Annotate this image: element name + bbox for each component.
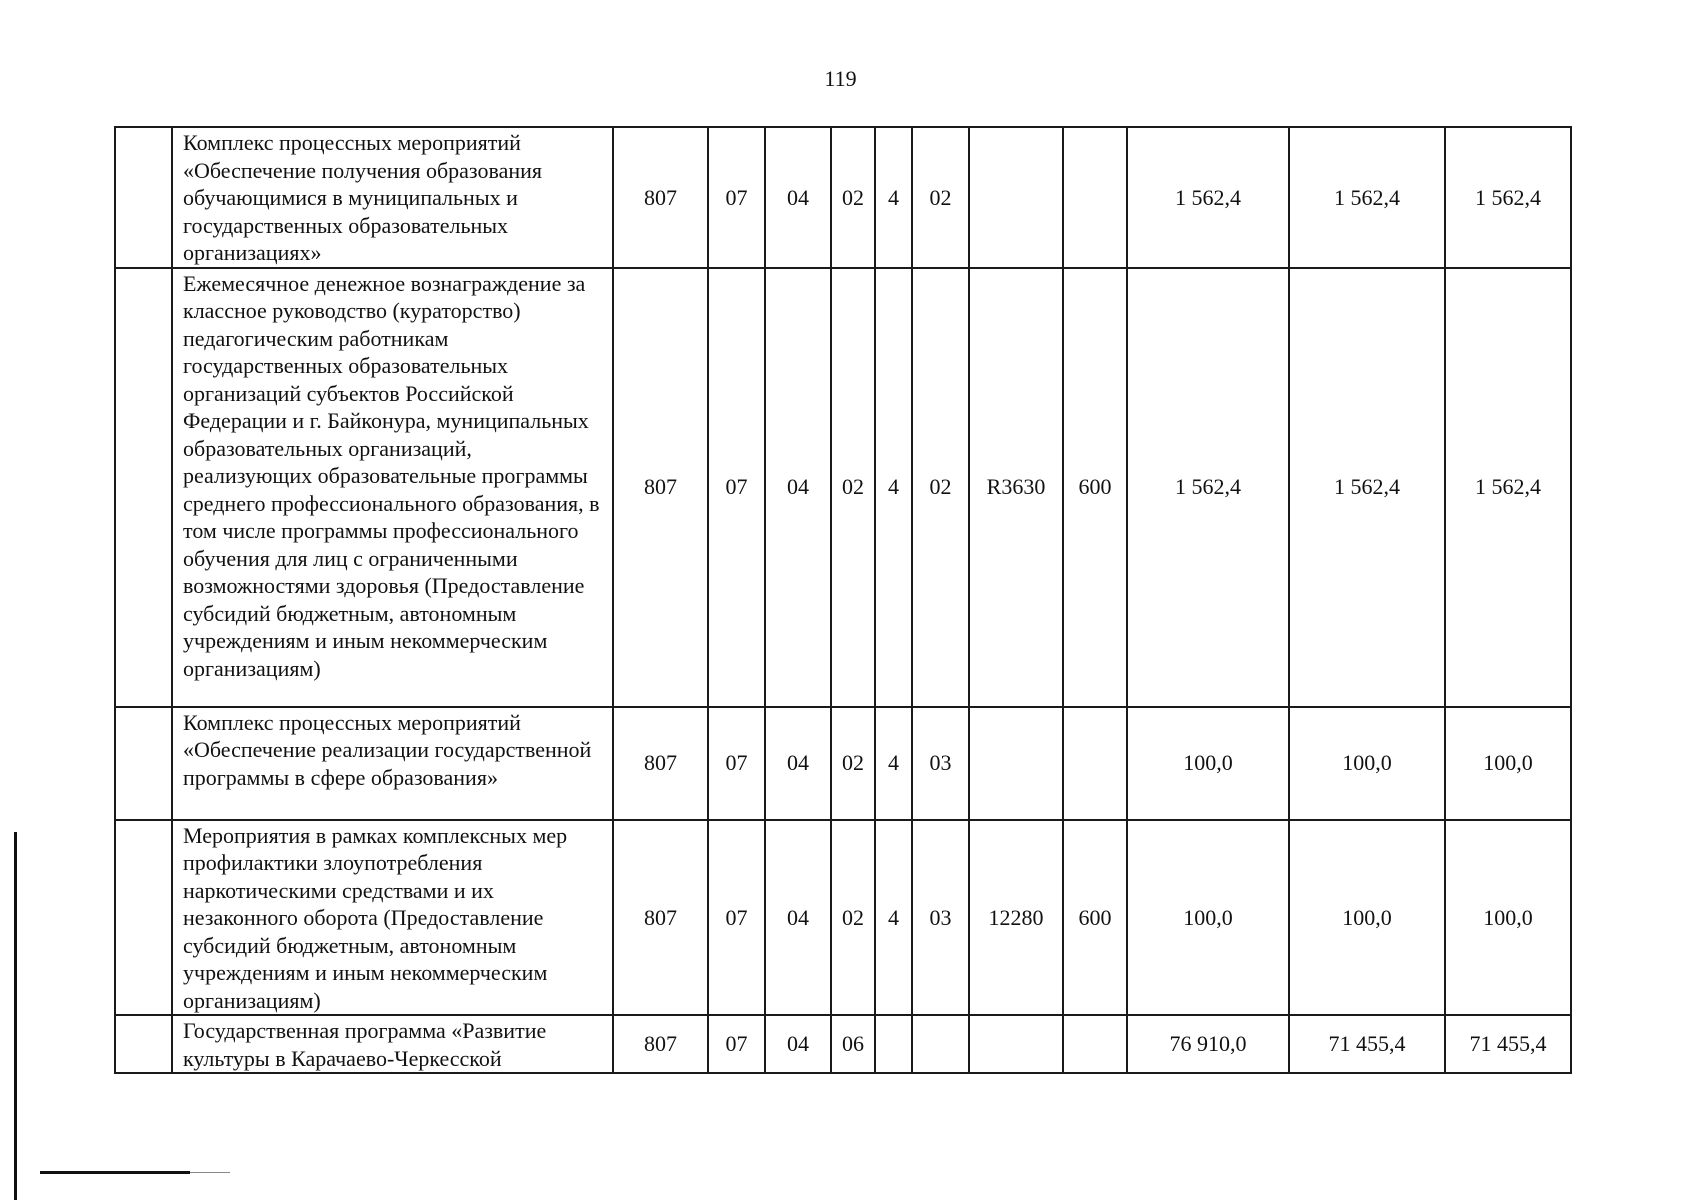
subprogram-code-cell: [912, 1015, 969, 1073]
amount-year-3-cell: 100,0: [1445, 707, 1571, 820]
subsection-code-cell: 04: [765, 820, 831, 1016]
amount-year-2-cell: 1 562,4: [1289, 127, 1445, 268]
subsection-code-cell: 04: [765, 268, 831, 707]
page-number: 119: [824, 66, 857, 91]
type-code-cell: 4: [875, 820, 912, 1016]
amount-year-1-cell: 76 910,0: [1127, 1015, 1289, 1073]
table-row: [115, 820, 1571, 1016]
ministry-code-cell: 807: [613, 707, 708, 820]
amount-year-1-cell: 100,0: [1127, 820, 1289, 1016]
amount-year-1-cell: 1 562,4: [1127, 127, 1289, 268]
amount-year-3-cell: 1 562,4: [1445, 268, 1571, 707]
subprogram-code-cell: 03: [912, 820, 969, 1016]
amount-year-2-cell: 1 562,4: [1289, 268, 1445, 707]
subsection-code-cell: 04: [765, 1015, 831, 1073]
table-row: [115, 127, 1571, 268]
type-code-cell: [875, 1015, 912, 1073]
expense-type-cell: 600: [1063, 268, 1127, 707]
direction-code-cell: 12280: [969, 820, 1063, 1016]
binding-margin-line-vertical: [14, 832, 17, 1200]
expense-type-cell: 600: [1063, 820, 1127, 1016]
type-code-cell: 4: [875, 127, 912, 268]
subsection-code-cell: 04: [765, 127, 831, 268]
amount-year-3-cell: 71 455,4: [1445, 1015, 1571, 1073]
description-cell: Государственная программа «Развитие культуры в Карачаево-Черкесской: [172, 1015, 613, 1073]
expense-type-cell: [1063, 1015, 1127, 1073]
expense-type-cell: [1063, 707, 1127, 820]
section-code-cell: 07: [708, 127, 765, 268]
section-code-cell: 07: [708, 820, 765, 1016]
program-code-cell: 02: [831, 127, 875, 268]
subprogram-code-cell: 02: [912, 127, 969, 268]
table-row: [115, 707, 1571, 820]
program-code-cell: 06: [831, 1015, 875, 1073]
expense-type-cell: [1063, 127, 1127, 268]
budget-table: [114, 126, 1572, 1074]
type-code-cell: 4: [875, 707, 912, 820]
direction-code-cell: [969, 1015, 1063, 1073]
program-code-cell: 02: [831, 707, 875, 820]
direction-code-cell: [969, 707, 1063, 820]
amount-year-2-cell: 71 455,4: [1289, 1015, 1445, 1073]
description-cell: Комплекс процессных мероприятий «Обеспечение получения образования обучающимися в муниципальных и государственных образовательных организациях»: [172, 127, 613, 268]
subsection-code-cell: 04: [765, 707, 831, 820]
binding-margin-line-faint: [190, 1172, 230, 1173]
table-row: [115, 1015, 1571, 1073]
subprogram-code-cell: 02: [912, 268, 969, 707]
row-index-cell: [115, 820, 172, 1016]
binding-margin-line-horizontal: [40, 1171, 190, 1174]
amount-year-3-cell: 100,0: [1445, 820, 1571, 1016]
type-code-cell: 4: [875, 268, 912, 707]
description-cell: Мероприятия в рамках комплексных мер профилактики злоупотребления наркотическими средствами и их незаконного оборота (Предоставление субсидий бюджетным, автономным учреждениям и иным некоммерческим организациям): [172, 820, 613, 1016]
row-index-cell: [115, 127, 172, 268]
amount-year-3-cell: 1 562,4: [1445, 127, 1571, 268]
ministry-code-cell: 807: [613, 1015, 708, 1073]
description-cell: Ежемесячное денежное вознаграждение за классное руководство (кураторство) педагогическим работникам государственных образовательных организаций субъектов Российской Федерации и г. Байконура, муниципальных образовательных организаций, реализующих образовательные программы среднего профессионального образования, в том числе программы профессионального обучения для лиц с ограниченными возможностями здоровья (Предоставление субсидий бюджетным, автономным учреждениям и иным некоммерческим организациям): [172, 268, 613, 707]
ministry-code-cell: 807: [613, 268, 708, 707]
row-index-cell: [115, 707, 172, 820]
subprogram-code-cell: 03: [912, 707, 969, 820]
direction-code-cell: R3630: [969, 268, 1063, 707]
section-code-cell: 07: [708, 707, 765, 820]
row-index-cell: [115, 1015, 172, 1073]
amount-year-2-cell: 100,0: [1289, 820, 1445, 1016]
amount-year-1-cell: 100,0: [1127, 707, 1289, 820]
program-code-cell: 02: [831, 820, 875, 1016]
description-cell: Комплекс процессных мероприятий «Обеспечение реализации государственной программы в сфере образования»: [172, 707, 613, 820]
table-row: [115, 268, 1571, 707]
amount-year-2-cell: 100,0: [1289, 707, 1445, 820]
section-code-cell: 07: [708, 268, 765, 707]
ministry-code-cell: 807: [613, 820, 708, 1016]
ministry-code-cell: 807: [613, 127, 708, 268]
amount-year-1-cell: 1 562,4: [1127, 268, 1289, 707]
direction-code-cell: [969, 127, 1063, 268]
row-index-cell: [115, 268, 172, 707]
section-code-cell: 07: [708, 1015, 765, 1073]
program-code-cell: 02: [831, 268, 875, 707]
